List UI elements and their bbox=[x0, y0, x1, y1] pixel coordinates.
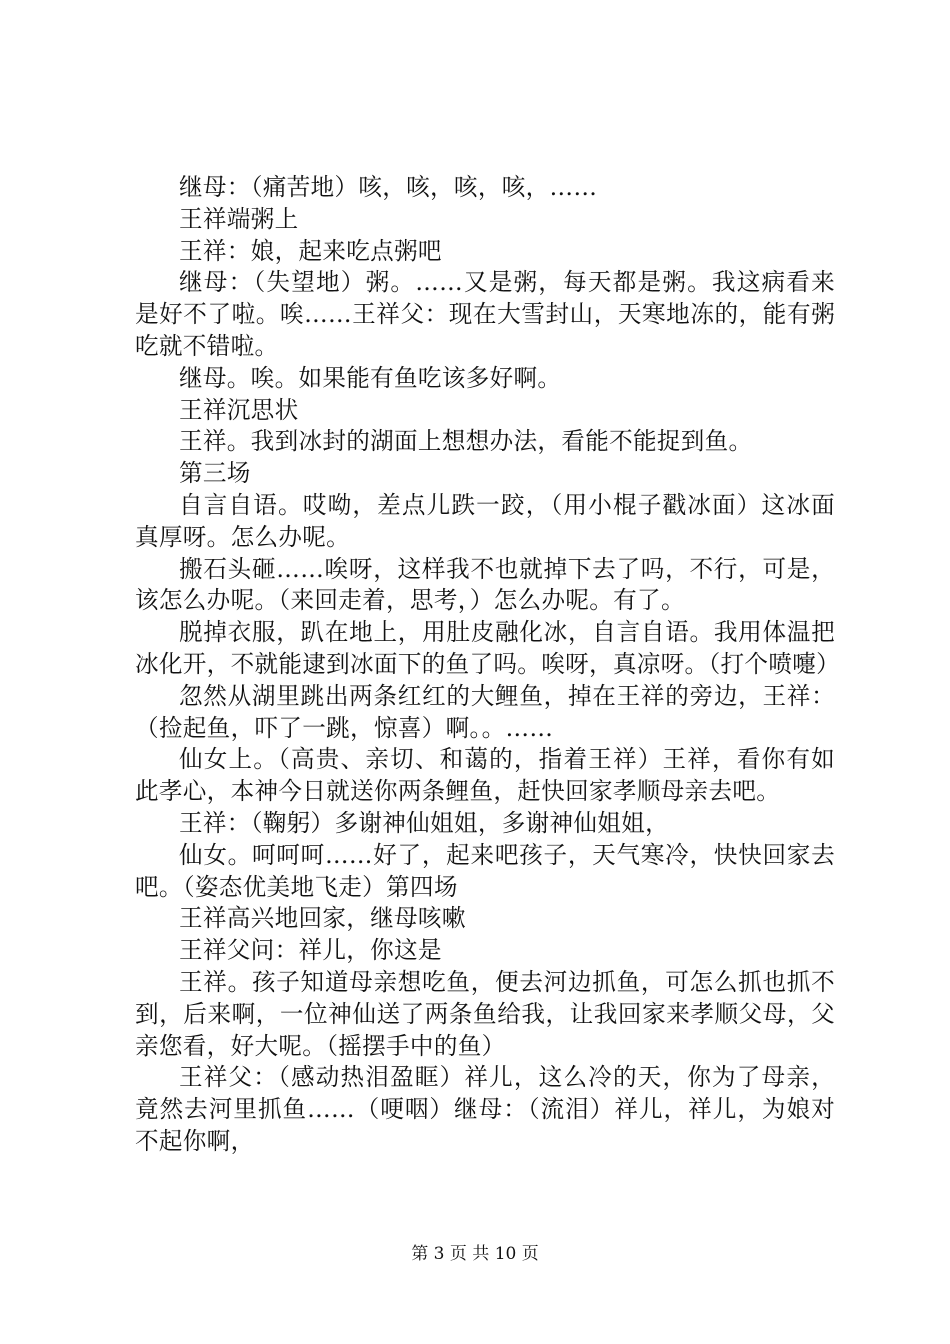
paragraph: 王祥。我到冰封的湖面上想想办法，看能不能捉到鱼。 bbox=[179, 427, 753, 456]
paragraph: 王祥：娘，起来吃点粥吧 bbox=[179, 236, 442, 265]
scene-heading: 第三场 bbox=[179, 459, 251, 488]
paragraph: 王祥：（鞠躬）多谢神仙姐姐，多谢神仙姐姐， bbox=[179, 808, 669, 837]
paragraph: 搬石头砸……唉呀，这样我不也就掉下去了吗，不行，可是，该怎么办呢。（来回走着，思考，）怎么办呢。有了。 bbox=[135, 554, 835, 615]
paragraph: 王祥父：（感动热泪盈眶）祥儿，这么冷的天，你为了母亲，竟然去河里抓鱼……（哽咽）继母：（流泪）祥儿，祥儿，为娘对不起你啊， bbox=[135, 1063, 835, 1155]
page-number-footer: 第 3 页 共 10 页 bbox=[411, 1244, 539, 1264]
paragraph: 仙女上。（高贵、亲切、和蔼的，指着王祥）王祥，看你有如此孝心，本神今日就送你两条鲤鱼，赶快回家孝顺母亲去吧。 bbox=[135, 745, 835, 806]
paragraph: 继母。唉。如果能有鱼吃该多好啊。 bbox=[179, 363, 562, 392]
paragraph: 继母：（痛苦地）咳，咳，咳，咳，…… bbox=[179, 173, 598, 201]
paragraph: 忽然从湖里跳出两条红红的大鲤鱼，掉在王祥的旁边，王祥：（捡起鱼，吓了一跳，惊喜）啊。。…… bbox=[135, 681, 835, 742]
paragraph: 自言自语。哎呦，差点儿跌一跤，（用小棍子戳冰面）这冰面真厚呀。怎么办呢。 bbox=[135, 490, 835, 551]
paragraph: 王祥端粥上 bbox=[179, 204, 299, 233]
paragraph: 王祥父问：祥儿，你这是 bbox=[179, 936, 442, 965]
paragraph: 王祥。孩子知道母亲想吃鱼，便去河边抓鱼，可怎么抓也抓不到，后来啊，一位神仙送了两条鱼给我，让我回家来孝顺父母，父亲您看，好大呢。（摇摆手中的鱼） bbox=[135, 967, 835, 1060]
paragraph: 继母：（失望地）粥。……又是粥，每天都是粥。我这病看来是好不了啦。唉……王祥父：现在大雪封山，天寒地冻的，能有粥吃就不错啦。 bbox=[135, 268, 835, 360]
document-body bbox=[135, 172, 841, 1158]
paragraph: 王祥高兴地回家，继母咳嗽 bbox=[179, 904, 466, 933]
paragraph: 仙女。呵呵呵……好了，起来吧孩子，天气寒冷，快快回家去吧。（姿态优美地飞走）第四场 bbox=[135, 840, 835, 901]
paragraph: 王祥沉思状 bbox=[179, 395, 299, 424]
paragraph: 脱掉衣服，趴在地上，用肚皮融化冰，自言自语。我用体温把冰化开，不就能逮到冰面下的鱼了吗。唉呀，真凉呀。（打个喷嚏） bbox=[135, 618, 841, 678]
